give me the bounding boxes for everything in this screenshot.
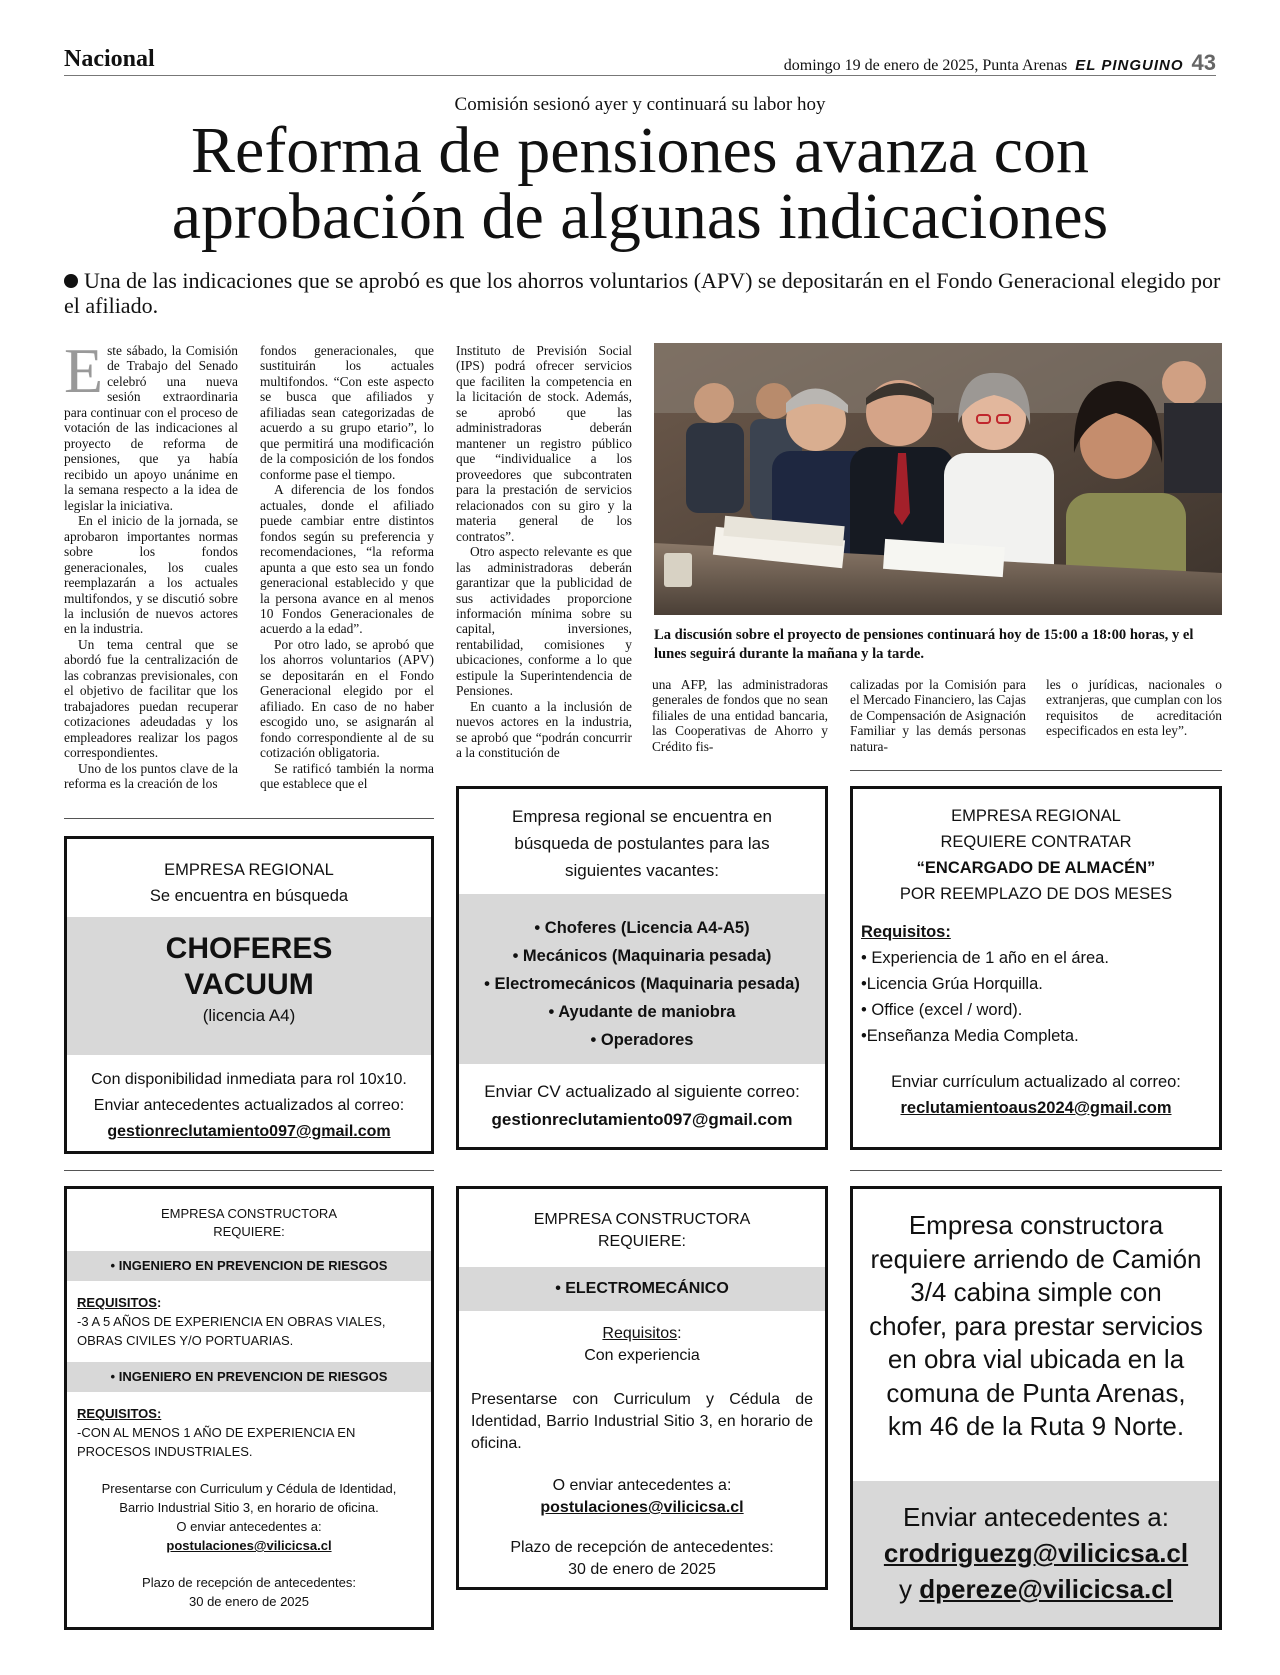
ad-choferes-vacuum <box>64 836 434 1154</box>
article-paragraph: Otro aspecto relevante es que las administradoras deberán garantizar que la publicidad de sus actividades proporcione información mínima sobre su capital, inversiones, rentabilidad, comisiones y ubicaciones, conforme a lo que estipule la Superintendencia de Pensiones. <box>456 544 632 699</box>
divider <box>850 770 1222 771</box>
article-paragraph: En cuanto a la inclusión de nuevos actores en la industria, se aprobó que “podrán concurrir a la constitución de <box>456 698 632 761</box>
article-paragraph: calizadas por la Comisión para el Mercado Financiero, las Cajas de Compensación de Asignación Familiar y las demás personas natura- <box>850 677 1026 754</box>
requirement-item: •Licencia Grúa Horquilla. <box>861 975 1043 993</box>
article-column-2 <box>260 343 434 792</box>
ad-email-link[interactable]: crodriguezg@vilicicsa.cl <box>883 1538 1189 1568</box>
section-name: Nacional <box>64 46 155 72</box>
requirement-item: • Office (excel / word). <box>861 1001 1023 1019</box>
ad-email-link[interactable]: postulaciones@vilicicsa.cl <box>540 1499 744 1516</box>
conjunction: y <box>899 1574 913 1604</box>
ad-line: EMPRESA REGIONAL <box>951 807 1121 825</box>
requirement-item: -CON AL MENOS 1 AÑO DE EXPERIENCIA EN PROCESOS INDUSTRIALES. <box>77 1425 356 1459</box>
ad-highlight-band <box>67 917 431 1055</box>
ad-line: EMPRESA REGIONAL <box>164 861 334 879</box>
page-header <box>64 46 1216 76</box>
ad-line: Presentarse con Curriculum y Cédula de Identidad, <box>101 1481 397 1496</box>
label-colon: : <box>156 1295 162 1310</box>
ad-line: Enviar antecedentes a: <box>903 1502 1169 1532</box>
ad-encargado-almacen <box>850 786 1222 1150</box>
headline-line-2: aprobación de algunas indicaciones <box>171 180 1109 253</box>
vacancy-item: • Operadores <box>590 1031 694 1049</box>
ad-license: (licencia A4) <box>202 1006 296 1025</box>
vacancy-item: • Choferes (Licencia A4-A5) <box>534 919 750 937</box>
position-band: • ELECTROMECÁNICO <box>459 1267 825 1311</box>
vacancy-item: • Mecánicos (Maquinaria pesada) <box>512 947 772 965</box>
ad-title: CHOFERES <box>165 932 333 965</box>
article-paragraph <box>64 335 238 513</box>
ad-intro: Empresa regional se encuentra en búsqueda de postulantes para las siguientes vacantes: <box>512 807 772 880</box>
position-band: • INGENIERO EN PREVENCION DE RIESGOS <box>67 1362 431 1392</box>
ad-line: EMPRESA CONSTRUCTORA <box>160 1206 337 1221</box>
article-paragraph: una AFP, las administradoras generales de fondos que no sean filiales de una entidad bancaria, las Cooperativas de Ahorro y Crédito fis- <box>652 677 828 754</box>
ad-line: Enviar CV actualizado al siguiente correo: <box>484 1082 800 1101</box>
ad-line: REQUIERE CONTRATAR <box>940 833 1132 851</box>
ad-email-link[interactable]: gestionreclutamiento097@gmail.com <box>491 1110 793 1129</box>
ad-line: POR REEMPLAZO DE DOS MESES <box>899 885 1173 903</box>
lead-text: Una de las indicaciones que se aprobó es que los ahorros voluntarios (APV) se depositarán en el Fondo Generacional elegido por el afiliado. <box>64 268 1221 319</box>
requirements-label: REQUISITOS <box>77 1295 157 1310</box>
ad-paragraph: Empresa constructora requiere arriendo de Camión 3/4 cabina simple con chofer, para prestar servicios en obra vial ubicada en la comuna de Punta Arenas, km 46 de la Ruta 9 Norte. <box>869 1210 1203 1441</box>
divider <box>64 818 434 819</box>
divider <box>64 1170 434 1171</box>
requirement-item: Con experiencia <box>584 1347 700 1364</box>
requirements-label: Requisitos <box>602 1325 678 1342</box>
article-kicker: Comisión sesionó ayer y continuará su labor hoy <box>454 94 826 115</box>
article-paragraph: En el inicio de la jornada, se aprobaron importantes normas sobre los fondos generacionales, los cuales reemplazarán a los actuales multifondos, y se discutió sobre la inclusión de nuevos actores en la industria. <box>64 513 238 637</box>
dateline: domingo 19 de enero de 2025, Punta Arenas <box>783 57 1068 74</box>
ad-line: Enviar antecedentes actualizados al correo: <box>93 1097 405 1114</box>
article-paragraph: Por otro lado, se aprobó que los ahorros voluntarios (APV) se depositarán en el Fondo Generacional elegido por el afiliado. En caso de no haber escogido uno, se asignarán al fondo correspondiente al de su cotización obligatoria. <box>260 636 434 761</box>
article-column-4 <box>652 677 828 754</box>
page-number: 43 <box>1191 50 1216 75</box>
article-paragraph: Instituto de Previsión Social (IPS) podrá ofrecer servicios que faciliten la competencia en la licitación de stock. Además, se aprobó que las administradoras deberán mantener un registro público que “individualice a los proveedores que subcontraten para la prestación de servicios relacionados con su giro y la materia general de los contratos”. <box>456 343 632 544</box>
ad-email-link[interactable]: reclutamientoaus2024@gmail.com <box>900 1099 1172 1117</box>
article-headline <box>60 114 1220 253</box>
article-column-6 <box>1046 677 1222 739</box>
requirement-item: • Experiencia de 1 año en el área. <box>861 949 1109 967</box>
article-column-1 <box>64 335 238 792</box>
ad-arriendo-camion <box>850 1186 1222 1630</box>
ad-line: REQUIERE: <box>213 1224 285 1239</box>
article-paragraph: Se ratificó también la norma que establece que el <box>260 760 434 792</box>
article-paragraph: A diferencia de los fondos actuales, donde el afiliado puede cambiar entre distintos fondos según su preferencia y recomendaciones, “la reforma apunta a que esto sea un fondo generacional establecido y que la persona avance en al menos 10 Fondos Generacionales de acuerdo a la edad”. <box>260 482 434 637</box>
ad-line: O enviar antecedentes a: <box>552 1477 732 1494</box>
ad-highlight-band <box>459 894 825 1064</box>
ad-highlight-band <box>853 1481 1219 1627</box>
ad-line: Plazo de recepción de antecedentes: <box>142 1575 356 1590</box>
ad-line: 30 de enero de 2025 <box>568 1561 716 1578</box>
ad-line: Con disponibilidad inmediata para rol 10x10. <box>91 1071 407 1088</box>
ad-title: VACUUM <box>184 968 314 1001</box>
requirements-label: REQUISITOS: <box>77 1406 162 1421</box>
ad-line: Se encuentra en búsqueda <box>149 887 349 905</box>
paragraph-text: ste sábado, la Comisión de Trabajo del Senado celebró una nueva sesión extraordinaria para continuar con el proceso de votación de las indicaciones al proyecto de reforma de pensiones, que ya había recibido un apoyo unánime en la semana respecto a la idea de legislar la iniciativa. <box>64 343 238 513</box>
article-photo <box>654 343 1222 615</box>
requirement-item: -3 A 5 AÑOS DE EXPERIENCIA EN OBRAS VIALES, OBRAS CIVILES Y/O PORTUARIAS. <box>77 1314 386 1348</box>
headline-line-1: Reforma de pensiones avanza con <box>191 114 1089 187</box>
ad-line: “ENCARGADO DE ALMACÉN” <box>916 859 1156 877</box>
ad-email-link[interactable]: dpereze@vilicicsa.cl <box>919 1574 1173 1604</box>
requirement-item: •Enseñanza Media Completa. <box>861 1027 1079 1045</box>
ad-line: Enviar currículum actualizado al correo: <box>891 1073 1181 1091</box>
article-paragraph: Uno de los puntos clave de la reforma es la creación de los <box>64 760 238 792</box>
ad-line: 30 de enero de 2025 <box>189 1594 309 1609</box>
divider <box>850 1170 1222 1171</box>
vacancy-item: • Ayudante de maniobra <box>548 1003 736 1021</box>
ad-line: REQUIERE: <box>597 1233 686 1250</box>
article-lead <box>64 268 1224 319</box>
ad-line: Plazo de recepción de antecedentes: <box>510 1539 774 1556</box>
ad-vacantes <box>456 786 828 1150</box>
label-colon: : <box>677 1325 682 1342</box>
article-column-3 <box>456 343 632 761</box>
vacancy-item: • Electromecánicos (Maquinaria pesada) <box>484 975 800 993</box>
ad-constructora-electromecanico <box>456 1186 828 1590</box>
ad-line: O enviar antecedentes a: <box>176 1519 322 1534</box>
article-paragraph: les o jurídicas, nacionales o extranjeras, que cumplan con los requisitos de acreditación especificados en esta ley”. <box>1046 677 1222 739</box>
ad-paragraph: Presentarse con Curriculum y Cédula de Identidad, Barrio Industrial Sitio 3, en horario de oficina. <box>471 1391 813 1452</box>
bullet-icon <box>64 274 78 288</box>
requirements-label: Requisitos: <box>861 923 951 941</box>
photo-caption: La discusión sobre el proyecto de pensiones continuará hoy de 15:00 a 18:00 horas, y el lunes seguirá durante la mañana y la tarde. <box>654 627 1194 662</box>
position-band: • INGENIERO EN PREVENCION DE RIESGOS <box>67 1251 431 1281</box>
senate-commission-photo <box>654 343 1222 615</box>
article-paragraph: Un tema central que se abordó fue la centralización de las cobranzas previsionales, con el objetivo de facilitar que los trabajadores puedan recuperar cotizaciones adeudadas y los empleadores realizar los pagos correspondientes. <box>64 636 238 761</box>
article-paragraph: fondos generacionales, que sustituirán los actuales multifondos. “Con este aspecto se busca que afiliados y afiliadas sean categorizadas de acuerdo a su grupo etario”, lo que permitirá una modificación de la composición de los fondos conforme pase el tiempo. <box>260 343 434 482</box>
ad-line: Barrio Industrial Sitio 3, en horario de oficina. <box>119 1500 379 1515</box>
ad-constructora-ingenieros <box>64 1186 434 1630</box>
ad-email-link[interactable]: postulaciones@vilicicsa.cl <box>166 1538 332 1553</box>
ad-email-link[interactable]: gestionreclutamiento097@gmail.com <box>107 1123 391 1140</box>
ad-line: EMPRESA CONSTRUCTORA <box>533 1211 751 1228</box>
drop-cap: E <box>64 335 104 406</box>
article-column-5 <box>850 677 1026 754</box>
header-right <box>784 50 1216 76</box>
newspaper-logo: EL PINGUINO <box>1075 57 1184 74</box>
